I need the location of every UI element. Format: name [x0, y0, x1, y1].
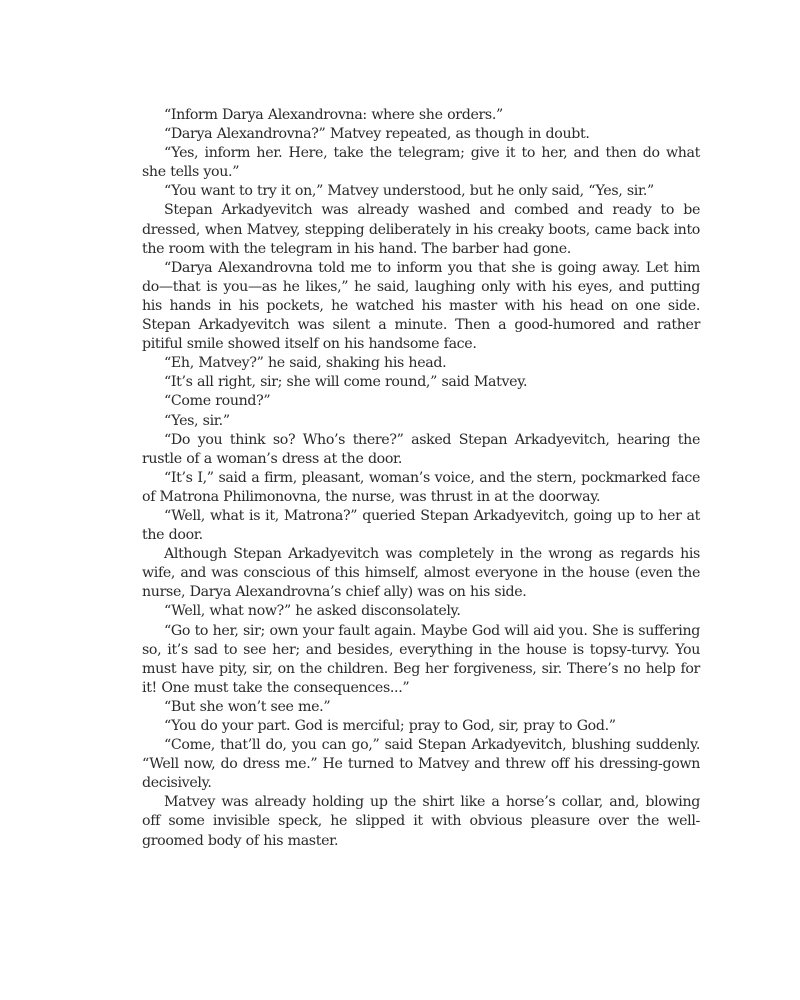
paragraph: “Darya Alexandrovna told me to inform you that she is going away. Let him do—that is you—as he likes,” he said, laughing only with his eyes, and putting his hands in his pockets, he watched his master with his head on one side. Stepan Arkadyevitch was silent a minute. Then a good-humored and rather pitiful smile showed itself on his handsome face.	[142, 259, 700, 353]
paragraph: “Eh, Matvey?” he said, shaking his head.	[164, 355, 447, 372]
book-page-text	[142, 106, 700, 851]
paragraph: “Yes, sir.”	[164, 412, 230, 429]
paragraph: “Darya Alexandrovna?” Matvey repeated, as though in doubt.	[164, 126, 590, 143]
paragraph: Although Stepan Arkadyevitch was completely in the wrong as regards his wife, and was conscious of this himself, almost everyone in the house (even the nurse, Darya Alexandrovna’s chief ally) was on his side.	[142, 546, 700, 601]
paragraph: “But she won’t see me.”	[164, 698, 331, 715]
paragraph: Matvey was already holding up the shirt like a horse’s collar, and, blowing off some invisible speck, he slipped it with obvious pleasure over the well-groomed body of his master.	[142, 794, 700, 849]
paragraph: Stepan Arkadyevitch was already washed and combed and ready to be dressed, when Matvey, stepping deliberately in his creaky boots, came back into the room with the telegram in his hand. The barber had gone.	[142, 202, 700, 257]
paragraph: “You want to try it on,” Matvey understood, but he only said, “Yes, sir.”	[164, 183, 654, 200]
paragraph: “You do your part. God is merciful; pray to God, sir, pray to God.”	[164, 718, 616, 734]
paragraph: “It’s all right, sir; she will come round,” said Matvey.	[164, 374, 528, 391]
paragraph: “Inform Darya Alexandrovna: where she orders.”	[164, 107, 503, 123]
paragraph: “Yes, inform her. Here, take the telegram; give it to her, and then do what she tells you.”	[142, 145, 700, 181]
paragraph: “Do you think so? Who’s there?” asked Stepan Arkadyevitch, hearing the rustle of a woman’s dress at the door.	[142, 431, 700, 467]
paragraph: “Well, what is it, Matrona?” queried Stepan Arkadyevitch, going up to her at the door.	[142, 507, 700, 544]
paragraph: “Come round?”	[164, 393, 271, 410]
paragraph: “Go to her, sir; own your fault again. Maybe God will aid you. She is suffering so, it’s sad to see her; and besides, everything in the house is topsy-turvy. You must have pity, sir, on the children. Beg her forgiveness, sir. There’s no help for it! One must take the consequences...”	[142, 622, 700, 696]
paragraph: “It’s I,” said a firm, pleasant, woman’s voice, and the stern, pockmarked face of Matrona Philimonovna, the nurse, was thrust in at the doorway.	[142, 469, 700, 505]
paragraph: “Come, that’ll do, you can go,” said Stepan Arkadyevitch, blushing suddenly. “Well now, do dress me.” He turned to Matvey and threw off his dressing-gown decisively.	[142, 737, 700, 792]
paragraph: “Well, what now?” he asked disconsolately.	[164, 603, 461, 620]
